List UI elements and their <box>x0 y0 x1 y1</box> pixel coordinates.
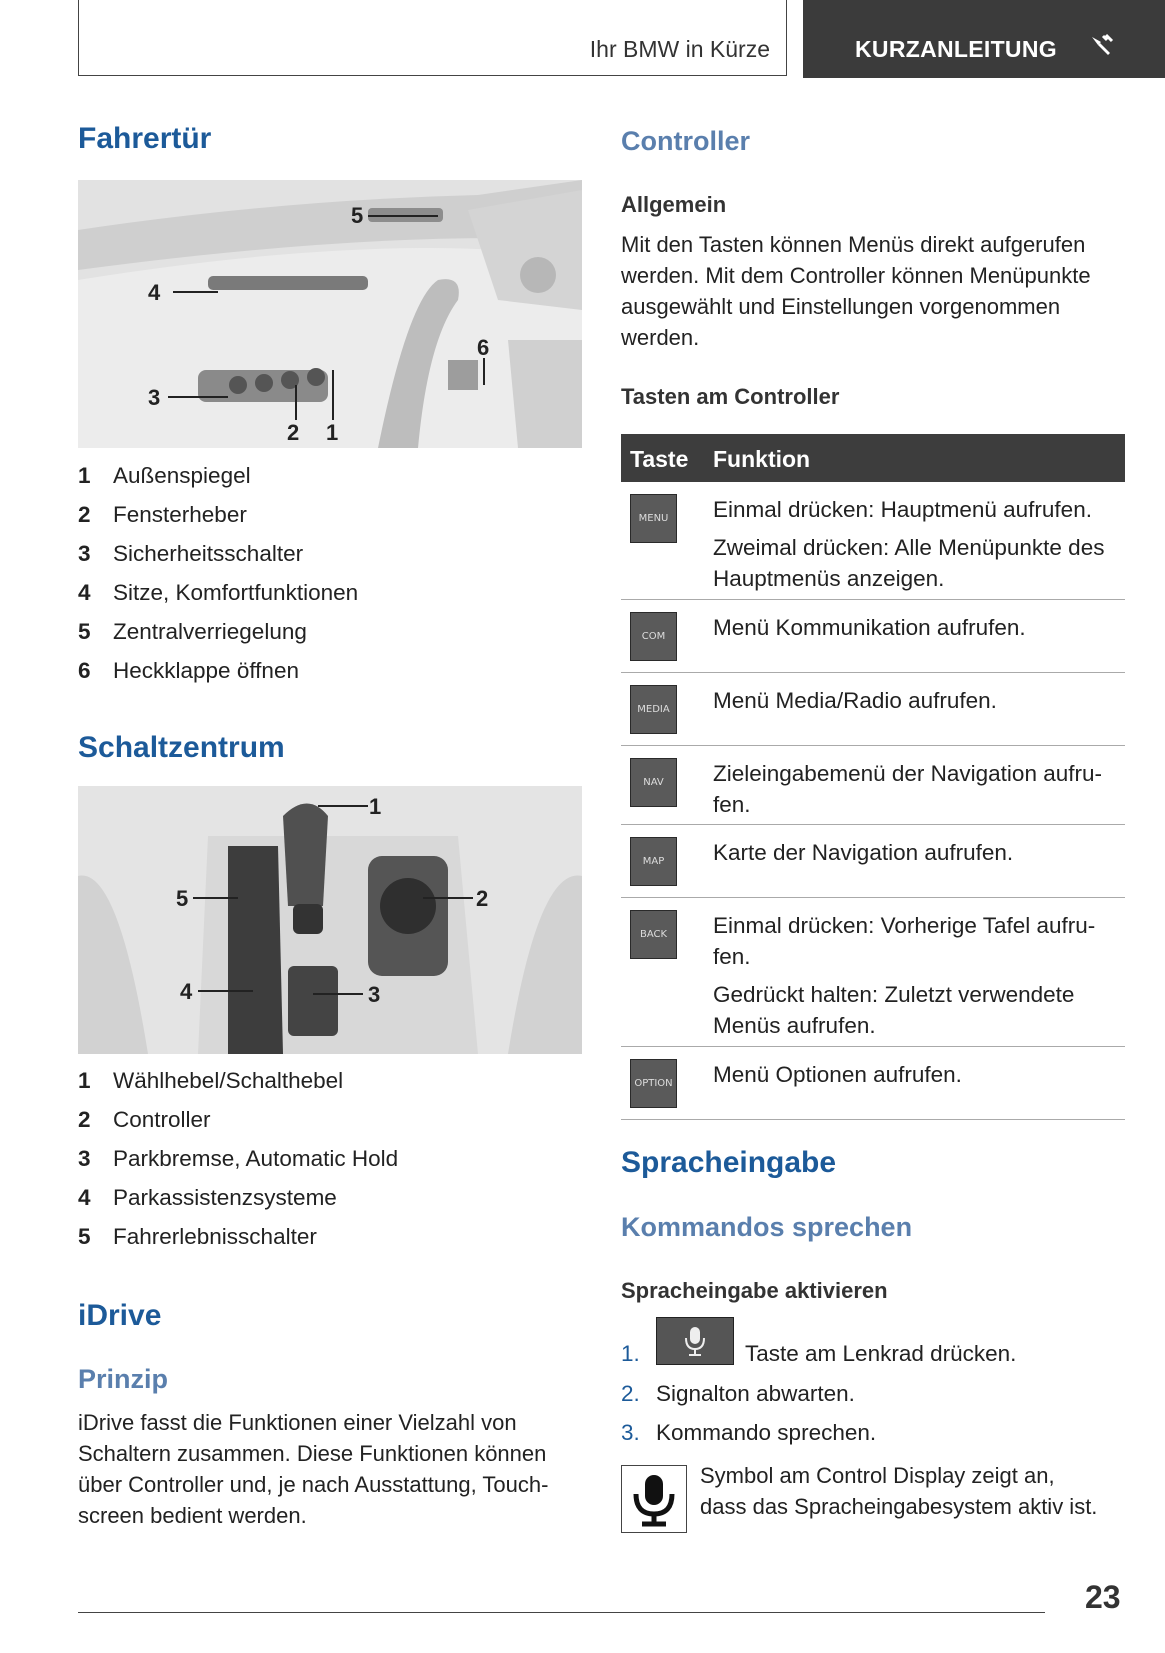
header-frame <box>78 0 787 76</box>
console-title: Schaltzentrum <box>78 731 285 764</box>
section-tab <box>803 0 1165 78</box>
map-key-icon: MAP <box>630 837 677 886</box>
voice-title: Spracheingabe <box>621 1146 837 1179</box>
column-header-key: Taste <box>630 446 689 472</box>
door-callout: 5 <box>351 203 364 228</box>
general-heading: Allgemein <box>621 192 727 217</box>
table-header <box>621 434 1125 482</box>
table-row: OPTION Menü Optionen aufrufen. <box>621 1047 1125 1120</box>
activate-heading: Spracheingabe aktivieren <box>621 1278 888 1303</box>
list-item: 1 Außenspiegel <box>78 463 251 488</box>
door-title: Fahrertür <box>78 122 212 155</box>
list-item: 2 Fensterheber <box>78 502 247 527</box>
menu-key-icon: MENU <box>630 494 677 543</box>
list-item: 3. Kommando sprechen. <box>621 1420 877 1445</box>
table-row: NAV Zieleingabemenü der Navigation aufru- fen. <box>621 746 1125 825</box>
list-item: 5 Zentralverriegelung <box>78 619 307 644</box>
driver-door-figure <box>78 180 582 448</box>
section-title: KURZANLEITUNG <box>855 36 1057 62</box>
list-item: 4 Sitze, Komfortfunktionen <box>78 580 359 605</box>
door-callout: 1 <box>326 420 339 445</box>
page-number: 23 <box>1085 1579 1121 1615</box>
idrive-subtitle: Prinzip <box>78 1364 169 1394</box>
console-callout: 2 <box>476 886 489 911</box>
console-callout: 1 <box>369 794 382 819</box>
idrive-text: iDrive fasst die Funktionen einer Vielzahl von Schaltern zusammen. Diese Funktionen können über Controller und, je nach Ausstattung, Touch- screen bedient werden. <box>78 1410 549 1528</box>
console-callout: 4 <box>180 979 193 1004</box>
list-item: 1. Taste am Lenkrad drücken. <box>621 1341 1017 1366</box>
door-callout: 2 <box>287 420 300 445</box>
door-legend <box>78 463 358 697</box>
controller-keys-table <box>621 434 1125 1120</box>
voice-note: Symbol am Control Display zeigt an, dass das Spracheingabesystem aktiv ist. <box>700 1463 1098 1519</box>
list-item: 3 Parkbremse, Automatic Hold <box>78 1146 399 1171</box>
option-key-icon: OPTION <box>630 1059 677 1108</box>
nav-key-icon: NAV <box>630 758 677 807</box>
back-key-icon: BACK <box>630 910 677 959</box>
console-figure <box>78 786 582 1054</box>
list-item: 1 Wählhebel/Schalthebel <box>78 1068 344 1093</box>
console-callout: 3 <box>368 982 381 1007</box>
table-row: MENU Einmal drücken: Hauptmenü aufrufen. Zweimal drücken: Alle Menüpunkte des Hauptmenüs anzeigen. <box>621 482 1125 600</box>
idrive-title: iDrive <box>78 1299 162 1332</box>
list-item: 5 Fahrerlebnisschalter <box>78 1224 317 1249</box>
table-row: MEDIA Menü Media/Radio aufrufen. <box>621 673 1125 746</box>
door-callout: 6 <box>477 335 490 360</box>
list-item: 2. Signalton abwarten. <box>621 1381 855 1406</box>
table-row: COM Menü Kommunikation aufrufen. <box>621 600 1125 673</box>
table-row: MAP Karte der Navigation aufrufen. <box>621 825 1125 898</box>
voice-active-icon <box>621 1465 687 1533</box>
controller-title: Controller <box>621 126 751 156</box>
list-item: 4 Parkassistenzsysteme <box>78 1185 337 1210</box>
list-item: 2 Controller <box>78 1107 211 1132</box>
list-item: 3 Sicherheitsschalter <box>78 541 304 566</box>
door-callout: 4 <box>148 280 161 305</box>
media-key-icon: MEDIA <box>630 685 677 734</box>
wrench-pin-icon <box>1088 33 1118 61</box>
list-item: 6 Heckklappe öffnen <box>78 658 299 683</box>
general-text: Mit den Tasten können Menüs direkt aufgerufen werden. Mit dem Controller können Menüpunkte ausgewählt und Einstellungen vorgenommen werden. <box>621 232 1091 350</box>
column-header-function: Funktion <box>713 446 811 472</box>
header-subtitle: Ihr BMW in Kürze <box>589 36 770 62</box>
table-heading: Tasten am Controller <box>621 384 840 409</box>
voice-subtitle: Kommandos sprechen <box>621 1212 913 1242</box>
footer-rule <box>78 1612 1045 1613</box>
door-callout: 3 <box>148 385 161 410</box>
table-row: BACK Einmal drücken: Vorherige Tafel aufru- fen. Gedrückt halten: Zuletzt verwendete Menüs aufrufen. <box>621 898 1125 1047</box>
com-key-icon: COM <box>630 612 677 661</box>
console-legend <box>78 1068 398 1263</box>
console-callout: 5 <box>176 886 189 911</box>
